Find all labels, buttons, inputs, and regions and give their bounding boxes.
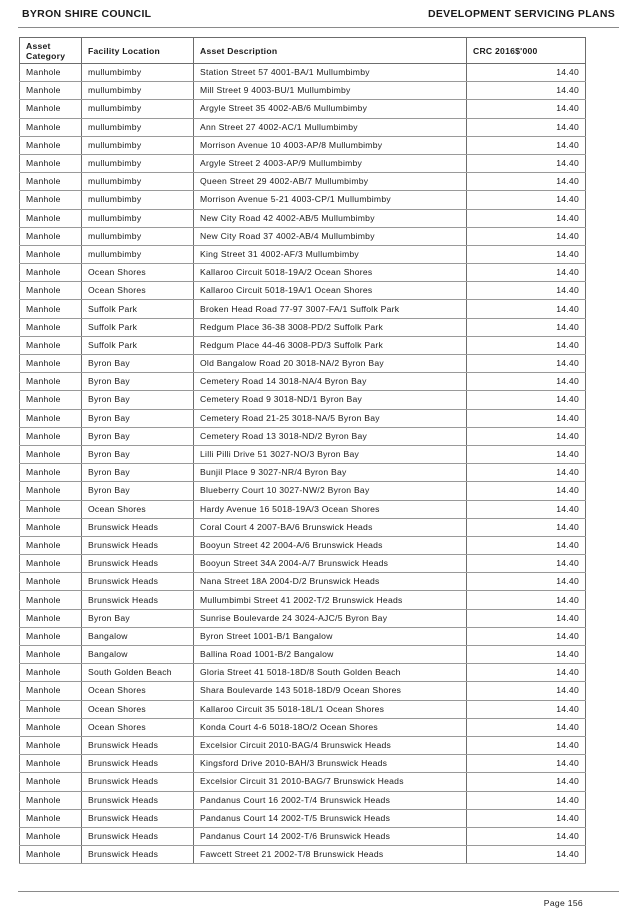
cell-crc-value: 14.40 bbox=[467, 445, 586, 463]
cell-facility-location: Byron Bay bbox=[82, 373, 194, 391]
cell-asset-description: Konda Court 4-6 5018-18O/2 Ocean Shores bbox=[194, 718, 467, 736]
cell-asset-category: Manhole bbox=[20, 391, 82, 409]
cell-asset-category: Manhole bbox=[20, 445, 82, 463]
table-row bbox=[20, 736, 586, 754]
cell-asset-category: Manhole bbox=[20, 555, 82, 573]
cell-crc-value: 14.40 bbox=[467, 355, 586, 373]
cell-asset-category: Manhole bbox=[20, 627, 82, 645]
cell-asset-description: Station Street 57 4001-BA/1 Mullumbimby bbox=[194, 64, 467, 82]
table-row bbox=[20, 846, 586, 864]
cell-crc-value: 14.40 bbox=[467, 736, 586, 754]
cell-crc-value: 14.40 bbox=[467, 245, 586, 263]
cell-asset-category: Manhole bbox=[20, 736, 82, 754]
cell-facility-location: Brunswick Heads bbox=[82, 809, 194, 827]
cell-asset-description: Booyun Street 42 2004-A/6 Brunswick Heads bbox=[194, 536, 467, 554]
cell-crc-value: 14.40 bbox=[467, 318, 586, 336]
cell-crc-value: 14.40 bbox=[467, 191, 586, 209]
cell-facility-location: Suffolk Park bbox=[82, 318, 194, 336]
cell-asset-category: Manhole bbox=[20, 664, 82, 682]
cell-facility-location: mullumbimby bbox=[82, 136, 194, 154]
cell-crc-value: 14.40 bbox=[467, 791, 586, 809]
cell-asset-description: Kallaroo Circuit 5018-19A/1 Ocean Shores bbox=[194, 282, 467, 300]
cell-crc-value: 14.40 bbox=[467, 173, 586, 191]
cell-crc-value: 14.40 bbox=[467, 464, 586, 482]
cell-asset-category: Manhole bbox=[20, 282, 82, 300]
table-row bbox=[20, 191, 586, 209]
cell-asset-category: Manhole bbox=[20, 209, 82, 227]
cell-crc-value: 14.40 bbox=[467, 664, 586, 682]
cell-asset-category: Manhole bbox=[20, 355, 82, 373]
table-row bbox=[20, 718, 586, 736]
cell-facility-location: mullumbimby bbox=[82, 209, 194, 227]
cell-crc-value: 14.40 bbox=[467, 573, 586, 591]
cell-asset-category: Manhole bbox=[20, 536, 82, 554]
cell-crc-value: 14.40 bbox=[467, 555, 586, 573]
header-divider bbox=[18, 27, 619, 28]
cell-asset-description: Hardy Avenue 16 5018-19A/3 Ocean Shores bbox=[194, 500, 467, 518]
cell-crc-value: 14.40 bbox=[467, 482, 586, 500]
cell-crc-value: 14.40 bbox=[467, 700, 586, 718]
cell-asset-category: Manhole bbox=[20, 227, 82, 245]
cell-asset-category: Manhole bbox=[20, 264, 82, 282]
cell-asset-description: Mill Street 9 4003-BU/1 Mullumbimby bbox=[194, 82, 467, 100]
cell-asset-category: Manhole bbox=[20, 755, 82, 773]
cell-asset-category: Manhole bbox=[20, 827, 82, 845]
cell-crc-value: 14.40 bbox=[467, 682, 586, 700]
cell-crc-value: 14.40 bbox=[467, 373, 586, 391]
cell-facility-location: Byron Bay bbox=[82, 609, 194, 627]
table-row bbox=[20, 755, 586, 773]
table-row bbox=[20, 409, 586, 427]
cell-facility-location: Ocean Shores bbox=[82, 264, 194, 282]
cell-asset-category: Manhole bbox=[20, 591, 82, 609]
cell-facility-location: Ocean Shores bbox=[82, 718, 194, 736]
cell-facility-location: Brunswick Heads bbox=[82, 773, 194, 791]
cell-crc-value: 14.40 bbox=[467, 227, 586, 245]
table-row bbox=[20, 118, 586, 136]
cell-asset-description: Nana Street 18A 2004-D/2 Brunswick Heads bbox=[194, 573, 467, 591]
cell-asset-category: Manhole bbox=[20, 700, 82, 718]
table-row bbox=[20, 682, 586, 700]
table-row bbox=[20, 482, 586, 500]
cell-crc-value: 14.40 bbox=[467, 846, 586, 864]
cell-facility-location: Suffolk Park bbox=[82, 300, 194, 318]
cell-facility-location: mullumbimby bbox=[82, 245, 194, 263]
cell-facility-location: mullumbimby bbox=[82, 173, 194, 191]
cell-asset-description: Broken Head Road 77-97 3007-FA/1 Suffolk Park bbox=[194, 300, 467, 318]
cell-asset-category: Manhole bbox=[20, 609, 82, 627]
cell-asset-description: Queen Street 29 4002-AB/7 Mullumbimby bbox=[194, 173, 467, 191]
table-row bbox=[20, 791, 586, 809]
cell-facility-location: Byron Bay bbox=[82, 445, 194, 463]
table-row bbox=[20, 282, 586, 300]
cell-asset-description: Kallaroo Circuit 5018-19A/2 Ocean Shores bbox=[194, 264, 467, 282]
cell-facility-location: Byron Bay bbox=[82, 482, 194, 500]
cell-facility-location: Brunswick Heads bbox=[82, 573, 194, 591]
cell-asset-description: Cemetery Road 14 3018-NA/4 Byron Bay bbox=[194, 373, 467, 391]
table-row bbox=[20, 464, 586, 482]
cell-asset-description: Pandanus Court 16 2002-T/4 Brunswick Heads bbox=[194, 791, 467, 809]
cell-asset-description: Cemetery Road 13 3018-ND/2 Byron Bay bbox=[194, 427, 467, 445]
cell-facility-location: mullumbimby bbox=[82, 154, 194, 172]
cell-asset-description: Pandanus Court 14 2002-T/6 Brunswick Heads bbox=[194, 827, 467, 845]
cell-crc-value: 14.40 bbox=[467, 755, 586, 773]
cell-crc-value: 14.40 bbox=[467, 518, 586, 536]
table-row bbox=[20, 536, 586, 554]
cell-asset-category: Manhole bbox=[20, 136, 82, 154]
table-row bbox=[20, 518, 586, 536]
cell-asset-category: Manhole bbox=[20, 482, 82, 500]
asset-register-table bbox=[19, 37, 586, 864]
table-row bbox=[20, 700, 586, 718]
cell-asset-category: Manhole bbox=[20, 373, 82, 391]
table-row bbox=[20, 154, 586, 172]
cell-facility-location: Suffolk Park bbox=[82, 336, 194, 354]
cell-asset-category: Manhole bbox=[20, 773, 82, 791]
table-row bbox=[20, 227, 586, 245]
cell-asset-category: Manhole bbox=[20, 518, 82, 536]
cell-facility-location: Brunswick Heads bbox=[82, 591, 194, 609]
cell-facility-location: mullumbimby bbox=[82, 118, 194, 136]
cell-asset-category: Manhole bbox=[20, 154, 82, 172]
page-number: Page 156 bbox=[543, 898, 583, 908]
cell-asset-category: Manhole bbox=[20, 100, 82, 118]
table-row bbox=[20, 100, 586, 118]
cell-asset-description: Blueberry Court 10 3027-NW/2 Byron Bay bbox=[194, 482, 467, 500]
document-title: DEVELOPMENT SERVICING PLANS bbox=[427, 8, 615, 20]
cell-asset-description: New City Road 37 4002-AB/4 Mullumbimby bbox=[194, 227, 467, 245]
cell-asset-description: Shara Boulevarde 143 5018-18D/9 Ocean Shores bbox=[194, 682, 467, 700]
cell-facility-location: Brunswick Heads bbox=[82, 755, 194, 773]
cell-asset-description: Redgum Place 44-46 3008-PD/3 Suffolk Park bbox=[194, 336, 467, 354]
cell-facility-location: Brunswick Heads bbox=[82, 791, 194, 809]
cell-facility-location: Bangalow bbox=[82, 646, 194, 664]
table-row bbox=[20, 136, 586, 154]
cell-crc-value: 14.40 bbox=[467, 809, 586, 827]
cell-crc-value: 14.40 bbox=[467, 591, 586, 609]
cell-asset-description: Argyle Street 35 4002-AB/6 Mullumbimby bbox=[194, 100, 467, 118]
cell-crc-value: 14.40 bbox=[467, 154, 586, 172]
table-row bbox=[20, 264, 586, 282]
cell-asset-description: Excelsior Circuit 31 2010-BAG/7 Brunswick Heads bbox=[194, 773, 467, 791]
cell-facility-location: Brunswick Heads bbox=[82, 555, 194, 573]
table-row bbox=[20, 646, 586, 664]
cell-asset-description: Pandanus Court 14 2002-T/5 Brunswick Heads bbox=[194, 809, 467, 827]
cell-facility-location: Ocean Shores bbox=[82, 700, 194, 718]
column-header-asset-category: Asset Category bbox=[20, 38, 82, 64]
cell-facility-location: Brunswick Heads bbox=[82, 846, 194, 864]
cell-asset-category: Manhole bbox=[20, 173, 82, 191]
table-row bbox=[20, 827, 586, 845]
cell-asset-description: Gloria Street 41 5018-18D/8 South Golden Beach bbox=[194, 664, 467, 682]
cell-crc-value: 14.40 bbox=[467, 100, 586, 118]
cell-asset-category: Manhole bbox=[20, 82, 82, 100]
column-header-facility-location: Facility Location bbox=[82, 38, 194, 64]
cell-crc-value: 14.40 bbox=[467, 336, 586, 354]
cell-asset-description: Bunjil Place 9 3027-NR/4 Byron Bay bbox=[194, 464, 467, 482]
column-header-crc: CRC 2016$'000 bbox=[467, 38, 586, 64]
cell-crc-value: 14.40 bbox=[467, 118, 586, 136]
cell-crc-value: 14.40 bbox=[467, 646, 586, 664]
cell-asset-category: Manhole bbox=[20, 427, 82, 445]
cell-facility-location: mullumbimby bbox=[82, 191, 194, 209]
cell-asset-description: Cemetery Road 9 3018-ND/1 Byron Bay bbox=[194, 391, 467, 409]
cell-asset-description: Coral Court 4 2007-BA/6 Brunswick Heads bbox=[194, 518, 467, 536]
cell-crc-value: 14.40 bbox=[467, 82, 586, 100]
cell-crc-value: 14.40 bbox=[467, 609, 586, 627]
cell-facility-location: mullumbimby bbox=[82, 64, 194, 82]
cell-crc-value: 14.40 bbox=[467, 827, 586, 845]
cell-asset-description: Ann Street 27 4002-AC/1 Mullumbimby bbox=[194, 118, 467, 136]
cell-asset-category: Manhole bbox=[20, 464, 82, 482]
table-row bbox=[20, 318, 586, 336]
cell-asset-category: Manhole bbox=[20, 300, 82, 318]
table-row bbox=[20, 355, 586, 373]
table-row bbox=[20, 64, 586, 82]
cell-crc-value: 14.40 bbox=[467, 773, 586, 791]
table-row bbox=[20, 555, 586, 573]
cell-crc-value: 14.40 bbox=[467, 136, 586, 154]
cell-facility-location: Byron Bay bbox=[82, 355, 194, 373]
cell-asset-description: Morrison Avenue 5-21 4003-CP/1 Mullumbimby bbox=[194, 191, 467, 209]
cell-facility-location: Ocean Shores bbox=[82, 500, 194, 518]
cell-crc-value: 14.40 bbox=[467, 264, 586, 282]
cell-facility-location: Byron Bay bbox=[82, 391, 194, 409]
cell-crc-value: 14.40 bbox=[467, 282, 586, 300]
cell-facility-location: Byron Bay bbox=[82, 427, 194, 445]
cell-asset-category: Manhole bbox=[20, 573, 82, 591]
cell-crc-value: 14.40 bbox=[467, 409, 586, 427]
table-row bbox=[20, 391, 586, 409]
cell-crc-value: 14.40 bbox=[467, 718, 586, 736]
table-row bbox=[20, 300, 586, 318]
table-row bbox=[20, 591, 586, 609]
cell-asset-description: Redgum Place 36-38 3008-PD/2 Suffolk Park bbox=[194, 318, 467, 336]
cell-crc-value: 14.40 bbox=[467, 209, 586, 227]
cell-facility-location: mullumbimby bbox=[82, 82, 194, 100]
cell-asset-description: New City Road 42 4002-AB/5 Mullumbimby bbox=[194, 209, 467, 227]
table-row bbox=[20, 209, 586, 227]
cell-asset-description: Excelsior Circuit 2010-BAG/4 Brunswick Heads bbox=[194, 736, 467, 754]
cell-facility-location: Byron Bay bbox=[82, 409, 194, 427]
cell-asset-description: Old Bangalow Road 20 3018-NA/2 Byron Bay bbox=[194, 355, 467, 373]
cell-asset-category: Manhole bbox=[20, 500, 82, 518]
cell-asset-description: Fawcett Street 21 2002-T/8 Brunswick Heads bbox=[194, 846, 467, 864]
cell-asset-description: Argyle Street 2 4003-AP/9 Mullumbimby bbox=[194, 154, 467, 172]
cell-crc-value: 14.40 bbox=[467, 500, 586, 518]
footer-divider bbox=[18, 891, 619, 892]
cell-asset-category: Manhole bbox=[20, 409, 82, 427]
cell-asset-description: Booyun Street 34A 2004-A/7 Brunswick Heads bbox=[194, 555, 467, 573]
cell-crc-value: 14.40 bbox=[467, 427, 586, 445]
cell-asset-description: Byron Street 1001-B/1 Bangalow bbox=[194, 627, 467, 645]
cell-facility-location: Ocean Shores bbox=[82, 682, 194, 700]
cell-crc-value: 14.40 bbox=[467, 536, 586, 554]
table-header-row bbox=[20, 38, 586, 64]
cell-asset-description: King Street 31 4002-AF/3 Mullumbimby bbox=[194, 245, 467, 263]
cell-asset-description: Kallaroo Circuit 35 5018-18L/1 Ocean Shores bbox=[194, 700, 467, 718]
cell-asset-description: Mullumbimbi Street 41 2002-T/2 Brunswick Heads bbox=[194, 591, 467, 609]
cell-facility-location: mullumbimby bbox=[82, 227, 194, 245]
cell-facility-location: Brunswick Heads bbox=[82, 827, 194, 845]
cell-facility-location: Bangalow bbox=[82, 627, 194, 645]
table-row bbox=[20, 82, 586, 100]
cell-asset-category: Manhole bbox=[20, 245, 82, 263]
table-row bbox=[20, 445, 586, 463]
cell-facility-location: Brunswick Heads bbox=[82, 518, 194, 536]
table-row bbox=[20, 373, 586, 391]
cell-crc-value: 14.40 bbox=[467, 64, 586, 82]
table-row bbox=[20, 627, 586, 645]
table-body bbox=[20, 64, 586, 864]
cell-asset-category: Manhole bbox=[20, 64, 82, 82]
cell-asset-category: Manhole bbox=[20, 718, 82, 736]
cell-facility-location: South Golden Beach bbox=[82, 664, 194, 682]
cell-asset-category: Manhole bbox=[20, 318, 82, 336]
table-row bbox=[20, 500, 586, 518]
table-row bbox=[20, 427, 586, 445]
cell-facility-location: Ocean Shores bbox=[82, 282, 194, 300]
council-name: BYRON SHIRE COUNCIL bbox=[22, 8, 152, 20]
cell-facility-location: Brunswick Heads bbox=[82, 736, 194, 754]
cell-asset-category: Manhole bbox=[20, 191, 82, 209]
cell-facility-location: Byron Bay bbox=[82, 464, 194, 482]
table-row bbox=[20, 809, 586, 827]
column-header-asset-description: Asset Description bbox=[194, 38, 467, 64]
cell-facility-location: Brunswick Heads bbox=[82, 536, 194, 554]
cell-crc-value: 14.40 bbox=[467, 627, 586, 645]
cell-crc-value: 14.40 bbox=[467, 391, 586, 409]
cell-asset-category: Manhole bbox=[20, 646, 82, 664]
cell-asset-description: Kingsford Drive 2010-BAH/3 Brunswick Heads bbox=[194, 755, 467, 773]
cell-asset-category: Manhole bbox=[20, 809, 82, 827]
cell-asset-category: Manhole bbox=[20, 791, 82, 809]
table-row bbox=[20, 773, 586, 791]
cell-asset-description: Morrison Avenue 10 4003-AP/8 Mullumbimby bbox=[194, 136, 467, 154]
cell-asset-description: Lilli Pilli Drive 51 3027-NO/3 Byron Bay bbox=[194, 445, 467, 463]
cell-asset-category: Manhole bbox=[20, 682, 82, 700]
table-row bbox=[20, 245, 586, 263]
page-header bbox=[22, 8, 615, 24]
cell-asset-category: Manhole bbox=[20, 336, 82, 354]
cell-facility-location: mullumbimby bbox=[82, 100, 194, 118]
cell-asset-category: Manhole bbox=[20, 118, 82, 136]
cell-crc-value: 14.40 bbox=[467, 300, 586, 318]
cell-asset-description: Cemetery Road 21-25 3018-NA/5 Byron Bay bbox=[194, 409, 467, 427]
table-row bbox=[20, 336, 586, 354]
cell-asset-description: Sunrise Boulevarde 24 3024-AJC/5 Byron Bay bbox=[194, 609, 467, 627]
cell-asset-category: Manhole bbox=[20, 846, 82, 864]
table-row bbox=[20, 664, 586, 682]
table-row bbox=[20, 609, 586, 627]
table-row bbox=[20, 573, 586, 591]
table-row bbox=[20, 173, 586, 191]
cell-asset-description: Ballina Road 1001-B/2 Bangalow bbox=[194, 646, 467, 664]
